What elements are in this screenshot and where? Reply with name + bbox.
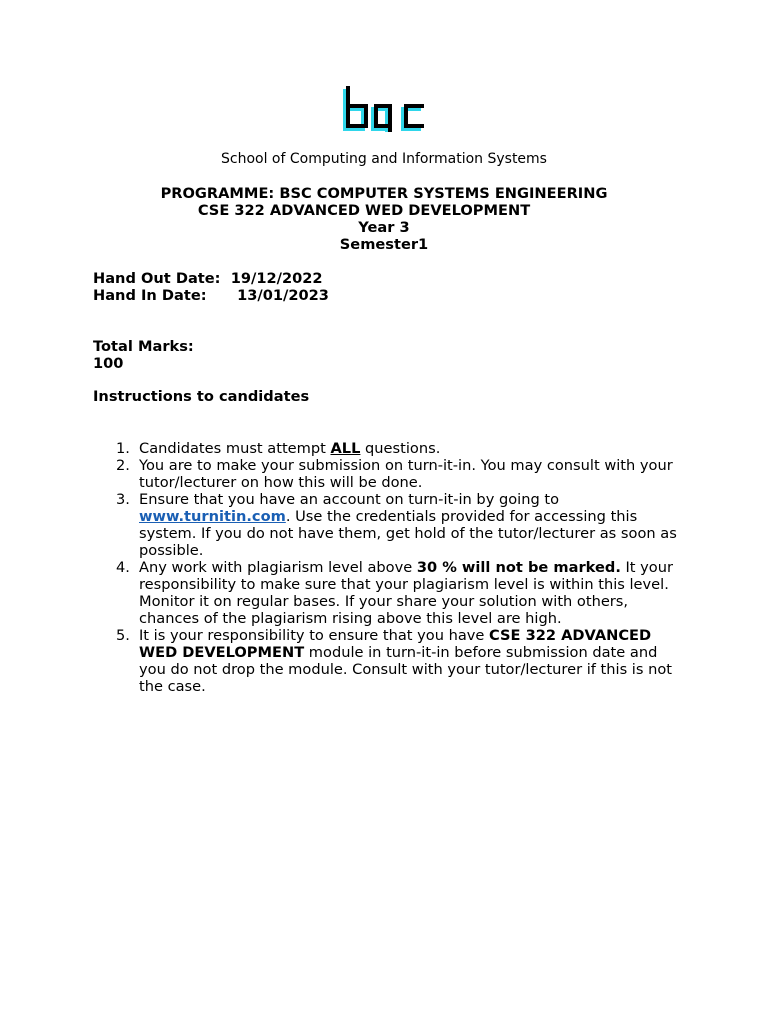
list-number: 2. <box>116 457 130 474</box>
hand-in-row <box>93 287 329 304</box>
list-item: 2. You are to make your submission on turn-it-in. You may consult with your tutor/lecturer on how this will be done. <box>116 457 673 491</box>
instructions-heading: Instructions to candidates <box>93 388 310 405</box>
bqc-logo <box>342 86 426 136</box>
hand-out-label: Hand Out Date: <box>93 270 221 287</box>
list-number: 3. <box>116 491 130 508</box>
list-number: 4. <box>116 559 130 576</box>
list-number: 5. <box>116 627 130 644</box>
module-name: CSE 322 ADVANCED WED DEVELOPMENT <box>139 627 652 661</box>
list-item: 4. Any work with plagiarism level above 30 % will not be marked. It your responsibility to make sure that your plagiarism level is within this level. Monitor it on regular bases. If your share your solution with others, chances of the plagiarism rising above this level are high. <box>116 559 673 627</box>
year-label: Year 3 <box>358 219 410 236</box>
turnitin-link[interactable]: www.turnitin.com <box>139 508 286 525</box>
course-title: CSE 322 ADVANCED WED DEVELOPMENT <box>197 202 531 219</box>
emphasis-all: ALL <box>330 440 361 457</box>
programme-title: PROGRAMME: BSC COMPUTER SYSTEMS ENGINEERING <box>160 185 608 202</box>
semester-label: Semester1 <box>339 236 429 253</box>
list-item: 5. It is your responsibility to ensure that you have CSE 322 ADVANCED WED DEVELOPMENT module in turn-it-in before submission date and you do not drop the module. Consult with your tutor/lecturer if this is not the case. <box>116 627 673 695</box>
school-name: School of Computing and Information Systems <box>221 151 547 167</box>
list-number: 1. <box>116 440 130 457</box>
list-item: 3. Ensure that you have an account on turn-it-in by going to www.turnitin.com. Use the credentials provided for accessing this system. If you do not have them, get hold of the tutor/lecturer as soon as possible. <box>116 491 677 559</box>
plagiarism-threshold: 30 % will not be marked. <box>416 559 621 576</box>
bqc-logo-graphic <box>342 86 426 132</box>
programme-block <box>0 185 768 253</box>
hand-in-label: Hand In Date: <box>93 287 207 304</box>
instructions-list <box>93 440 683 695</box>
total-marks-label: Total Marks: <box>93 338 194 355</box>
list-item: 1. Candidates must attempt ALL questions. <box>116 440 441 457</box>
hand-out-date: 19/12/2022 <box>230 270 323 287</box>
dates-block <box>93 270 329 304</box>
hand-out-row <box>93 270 329 287</box>
total-marks-block <box>93 338 194 372</box>
total-marks-value: 100 <box>93 355 124 372</box>
hand-in-date: 13/01/2023 <box>237 287 329 304</box>
